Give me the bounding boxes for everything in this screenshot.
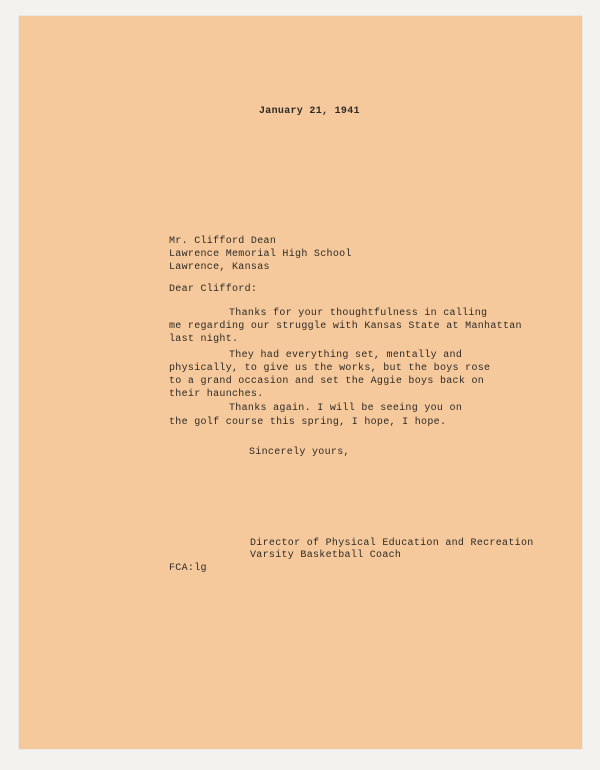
paragraph3-line1: Thanks again. I will be seeing you on — [229, 403, 463, 414]
typist-initials: FCA:lg — [169, 563, 207, 574]
paragraph3-line2: the golf course this spring, I hope, I hope. — [169, 417, 447, 428]
recipient-school: Lawrence Memorial High School — [169, 249, 352, 260]
paragraph1-line3: last night. — [169, 334, 239, 345]
paragraph1-line1: Thanks for your thoughtfulness in calling — [229, 308, 488, 319]
recipient-city: Lawrence, Kansas — [169, 262, 270, 273]
recipient-name: Mr. Clifford Dean — [169, 236, 277, 247]
paragraph2-line4: their haunches. — [169, 389, 264, 400]
signature-title-2: Varsity Basketball Coach — [250, 550, 402, 561]
paragraph2-line2: physically, to give us the works, but the boys rose — [169, 363, 491, 374]
paragraph2-line3: to a grand occasion and set the Aggie boys back on — [169, 376, 485, 387]
closing: Sincerely yours, — [249, 447, 350, 458]
letter-date: January 21, 1941 — [259, 106, 360, 117]
signature-title-1: Director of Physical Education and Recreation — [250, 538, 534, 549]
paragraph2-line1: They had everything set, mentally and — [229, 350, 463, 361]
letter-page — [19, 16, 582, 749]
salutation: Dear Clifford: — [169, 284, 258, 295]
paragraph1-line2: me regarding our struggle with Kansas State at Manhattan — [169, 321, 522, 332]
